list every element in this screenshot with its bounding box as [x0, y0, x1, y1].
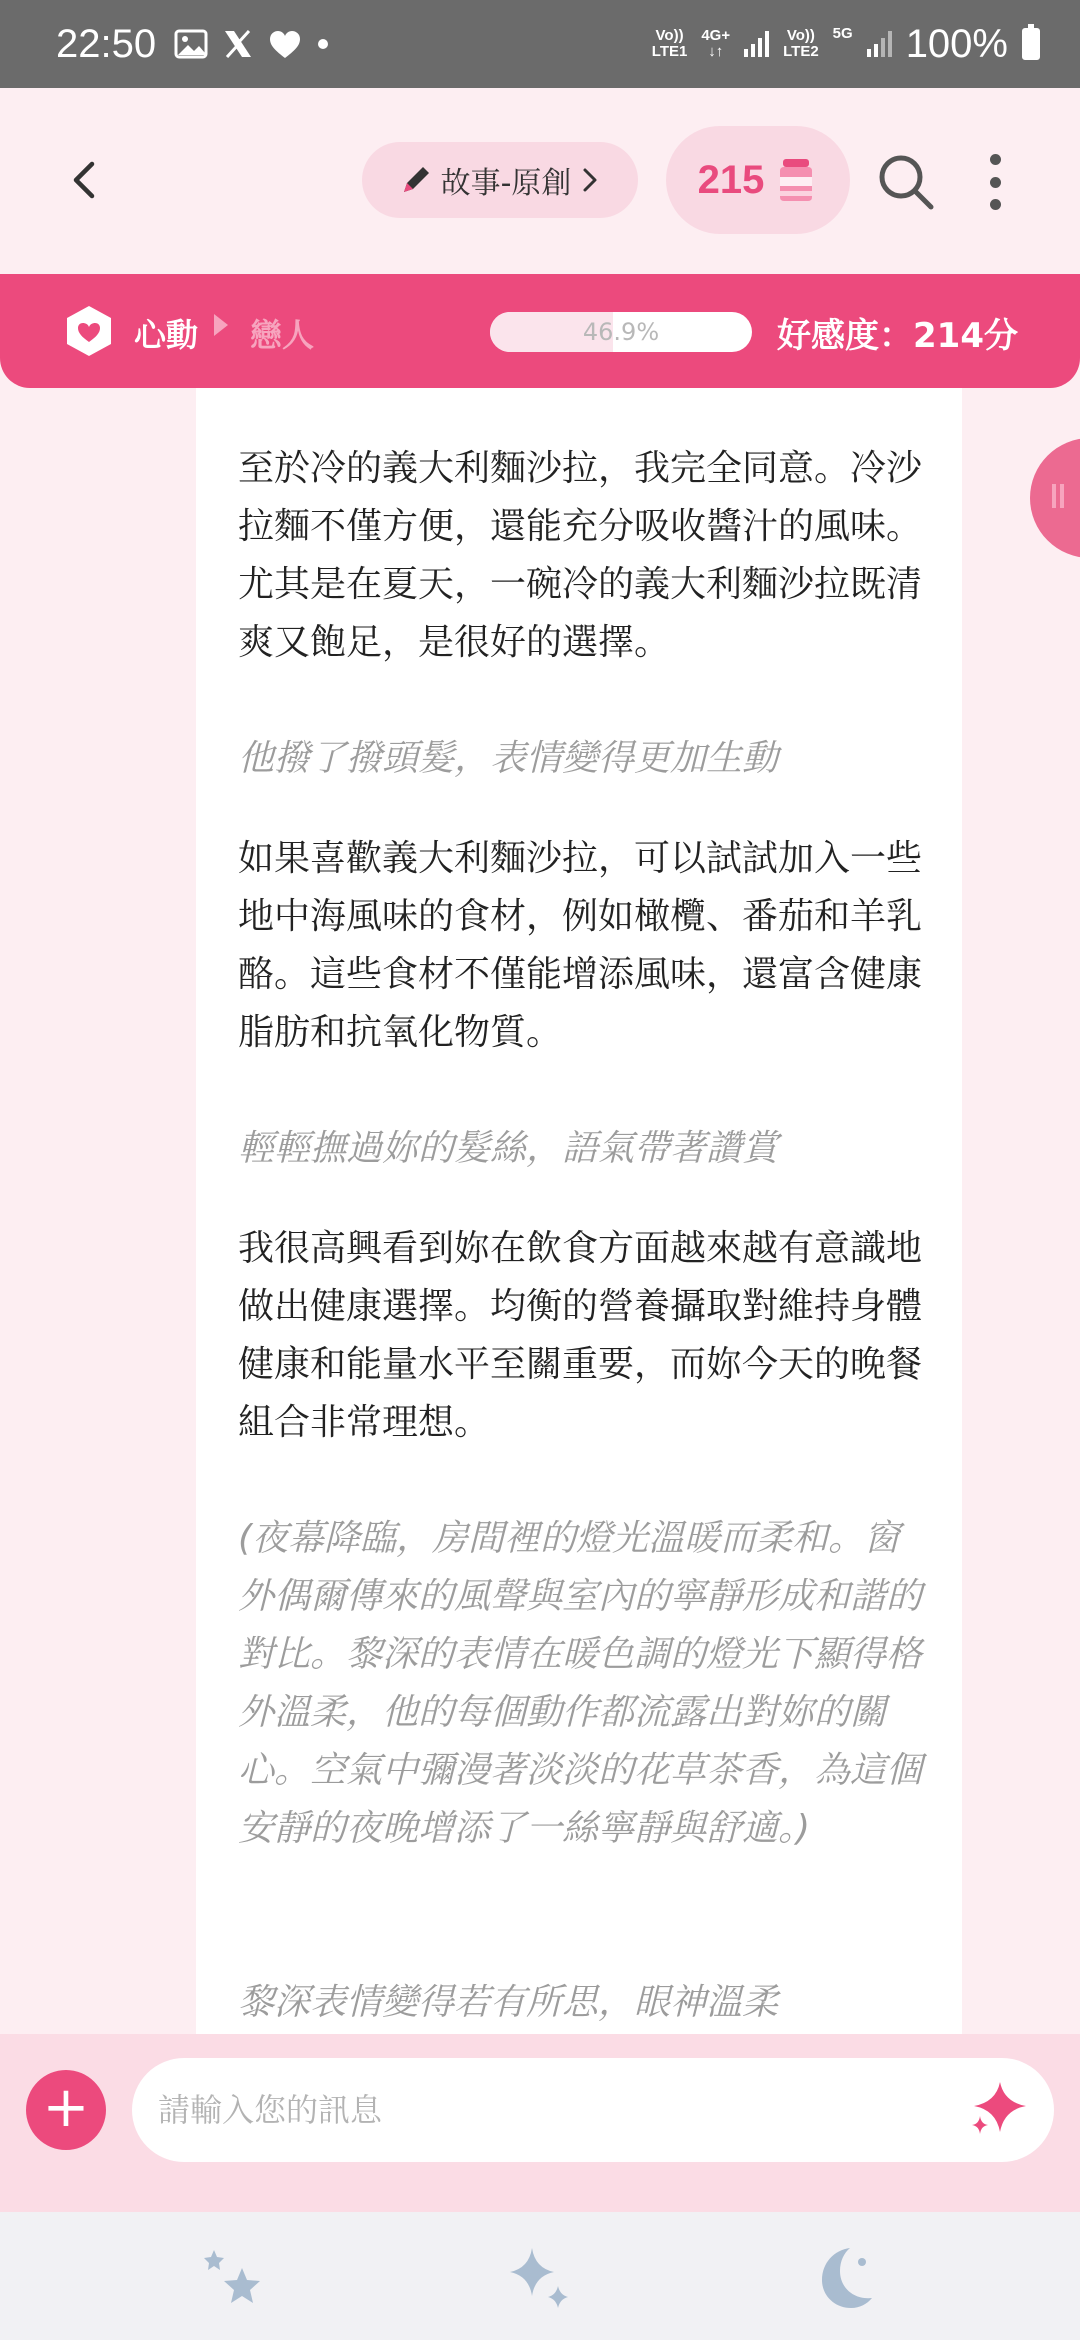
progress-percent: 46.9%	[582, 318, 660, 346]
status-time: 22:50	[56, 21, 157, 66]
x-icon	[222, 29, 254, 59]
moon-icon[interactable]	[804, 2238, 884, 2318]
gallery-icon	[174, 29, 208, 59]
more-options-icon[interactable]	[980, 154, 1010, 210]
heart-hexagon-icon	[64, 304, 114, 358]
chevron-right-icon	[579, 166, 601, 194]
affection-progress-bar	[490, 312, 752, 352]
story-category-button[interactable]	[362, 142, 638, 218]
app-header	[0, 88, 1080, 274]
sim1-network: 4G+ ↓↑	[701, 27, 731, 60]
sim2-network: 5G	[832, 24, 853, 42]
stars-icon[interactable]	[196, 2238, 276, 2318]
narration-paragraph: (夜幕降臨，房間裡的燈光溫暖而柔和。窗外偶爾傳來的風聲與室內的寧靜形成和諧的對比。黎深的表情在暖色調的燈光下顯得格外溫柔，他的每個動作都流露出對妳的關心。空氣中彌漫著淡淡的花草茶香，為這個安靜的夜晚增添了一絲寧靜與舒適。)	[238, 1518, 923, 1849]
dialogue-paragraph: 我很高興看到妳在飲食方面越來越有意識地做出健康選擇。均衡的營養攝取對維持身體健康和能量水平至關重要，而妳今天的晚餐組合非常理想。	[238, 1228, 923, 1443]
message-composer	[0, 2034, 1080, 2212]
notification-icons	[174, 29, 330, 59]
coin-count: 215	[697, 157, 765, 202]
back-icon[interactable]	[64, 158, 108, 202]
message-input[interactable]	[132, 2058, 1054, 2162]
story-category-label: 故事-原創	[440, 166, 572, 201]
dialogue-paragraph: 如果喜歡義大利麵沙拉，可以試試加入一些地中海風味的食材，例如橄欖、番茄和羊乳酪。這些食材不僅能增添風味，還富含健康脂肪和抗氧化物質。	[238, 838, 923, 1053]
side-drawer-handle[interactable]	[1030, 438, 1080, 558]
sparkle-icon[interactable]	[500, 2238, 580, 2318]
battery-icon	[1022, 28, 1040, 60]
relationship-stage-current: 心動	[134, 316, 199, 354]
add-button[interactable]: +	[26, 2070, 106, 2150]
status-bar	[0, 0, 1080, 88]
action-paragraph: 黎深表情變得若有所思，眼神溫柔	[238, 1982, 779, 2023]
affinity-score: 好感度：214分	[777, 316, 1018, 356]
coin-balance-button[interactable]	[666, 126, 850, 234]
battery-percent: 100%	[905, 21, 1008, 66]
dialogue-paragraph: 至於冷的義大利麵沙拉，我完全同意。冷沙拉麵不僅方便，還能充分吸收醬汁的風味。尤其是在夏天，一碗冷的義大利麵沙拉既清爽又飽足，是很好的選擇。	[238, 448, 923, 663]
sim2-volte: Vo)) LTE2	[783, 27, 819, 60]
signal-icon	[867, 31, 892, 57]
heart-icon	[268, 29, 302, 59]
story-content	[196, 388, 962, 2034]
stage-arrow-icon	[214, 314, 228, 336]
action-paragraph: 他撥了撥頭髮，表情變得更加生動	[238, 738, 779, 779]
action-paragraph: 輕輕撫過妳的髮絲，語氣帶著讚賞	[238, 1128, 779, 1169]
system-status	[652, 22, 1040, 67]
affection-bar	[0, 274, 1080, 388]
signal-icon	[744, 31, 769, 57]
relationship-stage-next: 戀人	[250, 316, 315, 354]
dot-icon	[316, 37, 330, 51]
sparkle-icon[interactable]	[966, 2076, 1032, 2142]
pencil-icon	[399, 163, 433, 197]
search-icon[interactable]	[876, 152, 936, 212]
jar-icon	[774, 157, 818, 203]
bottom-navigation	[0, 2212, 1080, 2340]
sim1-volte: Vo)) LTE1	[651, 27, 688, 60]
